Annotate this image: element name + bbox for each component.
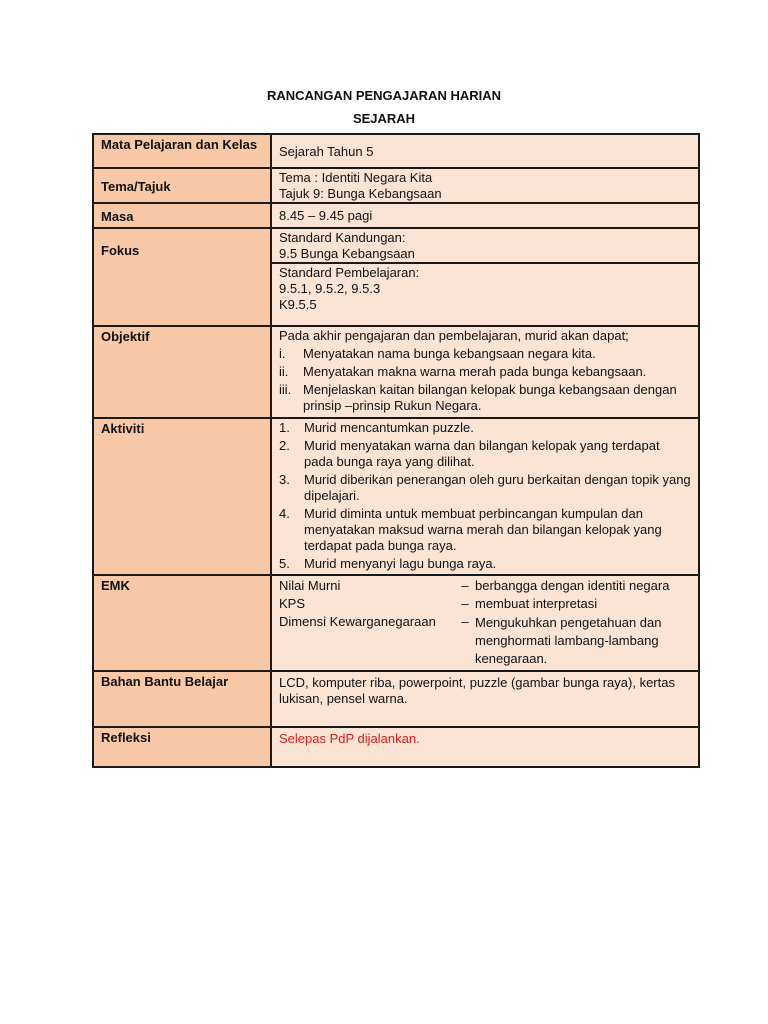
row-fokus-kandungan [93, 228, 699, 263]
label-emk: EMK [93, 575, 271, 671]
value-standard-pembelajaran [271, 263, 699, 326]
row-aktiviti [93, 418, 699, 575]
pembelajaran-code-k: K9.5.5 [279, 297, 317, 312]
emk-item: Nilai Murni – berbangga dengan identiti negara [279, 578, 670, 593]
document-title: RANCANGAN PENGAJARAN HARIAN [266, 88, 501, 103]
row-objektif [93, 326, 699, 418]
value-emk [271, 575, 699, 671]
value-objektif [271, 326, 699, 418]
label-objektif: Objektif [93, 326, 271, 418]
value-bahan-bantu-belajar: LCD, komputer riba, powerpoint, puzzle (gambar bunga raya), kertas lukisan, pensel warna. [271, 671, 699, 727]
value-aktiviti [271, 418, 699, 575]
value-mata-pelajaran: Sejarah Tahun 5 [271, 134, 699, 168]
emk-item: Dimensi Kewarganegaraan – Mengukuhkan pengetahuan dan menghormati lambang-lambang kenegaraan. [279, 614, 662, 666]
kandungan-value: 9.5 Bunga Kebangsaan [279, 246, 415, 261]
value-refleksi: Selepas PdP dijalankan. [271, 727, 699, 767]
objektif-intro: Pada akhir pengajaran dan pembelajaran, murid akan dapat; [279, 328, 629, 343]
list-item: 2. Murid menyatakan warna dan bilangan kelopak yang terdapat pada bunga raya yang dilihat. [279, 438, 660, 469]
objektif-list [279, 346, 691, 414]
label-fokus: Fokus [93, 228, 271, 326]
label-aktiviti: Aktiviti [93, 418, 271, 575]
list-item: 4. Murid diminta untuk membuat perbincangan kumpulan dan menyatakan maksud warna merah dan bilangan kelopak yang terdapat pada bunga raya. [279, 506, 662, 553]
aktiviti-list [279, 420, 691, 572]
label-masa: Masa [93, 203, 271, 228]
pembelajaran-codes: 9.5.1, 9.5.2, 9.5.3 [279, 281, 381, 296]
emk-item: KPS – membuat interpretasi [279, 596, 598, 611]
row-emk [93, 575, 699, 671]
row-refleksi [93, 727, 699, 767]
label-refleksi: Refleksi [93, 727, 271, 767]
row-tema [93, 168, 699, 203]
lesson-plan-table [92, 133, 700, 768]
list-item: 1. Murid mencantumkan puzzle. [279, 420, 474, 435]
list-item: iii. Menjelaskan kaitan bilangan kelopak bunga kebangsaan dengan prinsip –prinsip Rukun Negara. [279, 382, 677, 413]
label-bahan-bantu-belajar: Bahan Bantu Belajar [93, 671, 271, 727]
value-masa: 8.45 – 9.45 pagi [271, 203, 699, 228]
pembelajaran-heading: Standard Pembelajaran: [279, 265, 420, 280]
label-tema: Tema/Tajuk [93, 168, 271, 203]
tema-line: Tema : Identiti Negara Kita [279, 170, 433, 185]
label-mata-pelajaran: Mata Pelajaran dan Kelas [93, 134, 271, 168]
kandungan-heading: Standard Kandungan: [279, 230, 406, 245]
list-item: ii. Menyatakan makna warna merah pada bunga kebangsaan. [279, 364, 647, 379]
list-item: i. Menyatakan nama bunga kebangsaan negara kita. [279, 346, 596, 361]
tajuk-line: Tajuk 9: Bunga Kebangsaan [279, 186, 442, 201]
row-mata-pelajaran [93, 134, 699, 168]
row-masa [93, 203, 699, 228]
value-tema [271, 168, 699, 203]
list-item: 5. Murid menyanyi lagu bunga raya. [279, 556, 497, 571]
row-bahan-bantu-belajar [93, 671, 699, 727]
document-subtitle: SEJARAH [352, 111, 416, 126]
value-standard-kandungan [271, 228, 699, 263]
list-item: 3. Murid diberikan penerangan oleh guru berkaitan dengan topik yang dipelajari. [279, 472, 691, 503]
